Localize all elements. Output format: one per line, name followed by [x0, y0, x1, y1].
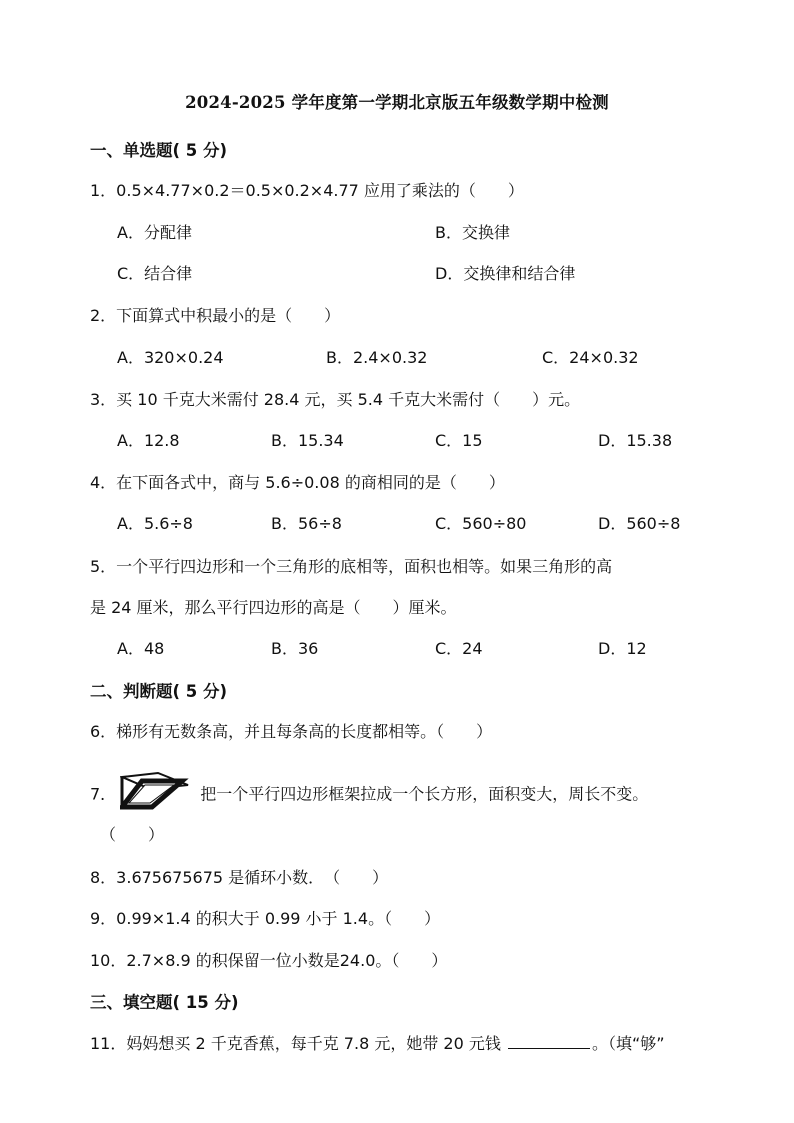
question-4-option-b: B．56÷8 — [271, 514, 342, 533]
question-5-option-c: C．24 — [435, 639, 483, 658]
question-2-option-a: A．320×0.24 — [117, 348, 224, 367]
question-7-stem — [90, 771, 648, 819]
question-5-option-b: B．36 — [271, 639, 319, 658]
question-5-stem-line-1: 5．一个平行四边形和一个三角形的底相等，面积也相等。如果三角形的高 — [90, 557, 613, 576]
question-11-hint: 。（填“够” — [591, 1034, 665, 1053]
question-10-stem: 10．2.7×8.9 的积保留一位小数是24.0。（ ） — [90, 951, 448, 970]
question-5-option-a: A．48 — [117, 639, 165, 658]
question-3-option-d: D．15.38 — [598, 431, 673, 450]
question-1-stem: 1．0.5×4.77×0.2＝0.5×0.2×4.77 应用了乘法的（ ） — [90, 181, 524, 200]
question-3-stem: 3．买 10 千克大米需付 28.4 元，买 5.4 千克大米需付（ ）元。 — [90, 390, 581, 409]
parallelogram-frame-icon — [120, 767, 198, 815]
question-4-option-c: C．560÷80 — [435, 514, 527, 533]
question-1-option-a: A．分配律 — [117, 223, 192, 242]
question-2-stem: 2．下面算式中积最小的是（ ） — [90, 306, 341, 325]
question-7-text: 把一个平行四边形框架拉成一个长方形，面积变大，周长不变。 — [200, 784, 649, 804]
question-6-stem: 6．梯形有无数条高，并且每条高的长度都相等。（ ） — [90, 722, 493, 741]
question-5-stem-line-2: 是 24 厘米，那么平行四边形的高是（ ）厘米。 — [90, 598, 457, 617]
question-8-stem: 8．3.675675675 是循环小数． （ ） — [90, 868, 389, 887]
question-4-option-a: A．5.6÷8 — [117, 514, 193, 533]
page-title: 2024-2025 学年度第一学期北京版五年级数学期中检测 — [185, 93, 609, 112]
question-3-option-a: A．12.8 — [117, 431, 180, 450]
section-heading-single-choice: 一、单选题( 5 分) — [90, 141, 228, 160]
question-9-stem: 9．0.99×1.4 的积大于 0.99 小于 1.4。（ ） — [90, 909, 441, 928]
section-heading-true-false: 二、判断题( 5 分) — [90, 682, 228, 701]
question-1-option-d: D．交换律和结合律 — [435, 264, 576, 283]
section-heading-fill-in: 三、填空题( 15 分) — [90, 993, 239, 1012]
question-11-stem — [90, 1031, 665, 1054]
question-11-answer-blank[interactable] — [508, 1034, 590, 1049]
question-4-option-d: D．560÷8 — [598, 514, 681, 533]
question-3-option-b: B．15.34 — [271, 431, 344, 450]
question-3-option-c: C．15 — [435, 431, 483, 450]
question-1-option-b: B．交换律 — [435, 223, 510, 242]
question-4-stem: 4．在下面各式中，商与 5.6÷0.08 的商相同的是（ ） — [90, 473, 505, 492]
question-5-option-d: D．12 — [598, 639, 647, 658]
question-11-text: 11．妈妈想买 2 千克香蕉，每千克 7.8 元，她带 20 元钱 — [90, 1034, 501, 1053]
question-2-option-c: C．24×0.32 — [542, 348, 639, 367]
question-1-option-c: C．结合律 — [117, 264, 193, 283]
question-2-option-b: B．2.4×0.32 — [326, 348, 428, 367]
question-7-number: 7． — [90, 784, 117, 804]
question-7-answer-parentheses: （ ） — [100, 825, 165, 844]
